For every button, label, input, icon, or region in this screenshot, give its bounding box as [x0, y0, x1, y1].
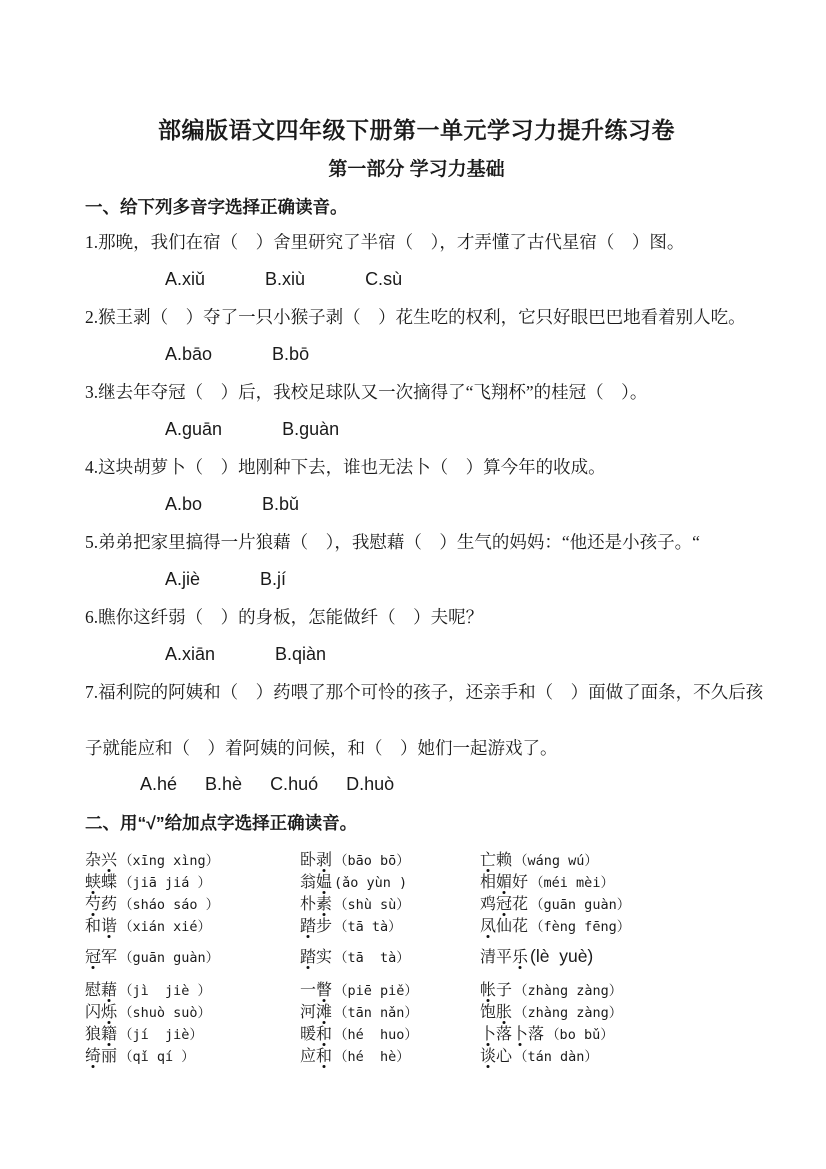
question-5-line-1: 5.弟弟把家里搞得一片狼藉（ ），我慰藉（ ）生气的妈妈：“他还是小孩子。“ [85, 532, 700, 553]
section2-heading: 二、用“√”给加点字选择正确读音。 [85, 812, 358, 833]
pinyin-options: （zhàng zàng） [514, 982, 623, 999]
word-item-鸡冠花: 鸡冠花 （guān guàn） [480, 891, 748, 914]
dotted-char: 芍 [85, 891, 101, 914]
dotted-char: 媚 [496, 869, 512, 892]
word-item-清平乐: 清平乐 (lè yuè) [480, 945, 594, 966]
question-7-line-2: 子就能应和（ ）着阿姨的问候，和（ ）她们一起游戏了。 [85, 737, 558, 758]
question-2-options [85, 336, 748, 374]
word-item-河滩: 河滩 （tān nǎn） [300, 999, 480, 1022]
dotted-char: 亡 [480, 847, 496, 870]
pinyin-options: （guān guàn） [530, 896, 631, 913]
dotted-char: 乐 [512, 944, 528, 967]
question-7-option-B: B.hè [205, 774, 243, 795]
pinyin-options: （hé hè） [334, 1048, 410, 1065]
dotted-char: 籍 [101, 1021, 117, 1044]
word-item-闪烁: 闪烁 （shuò suò） [85, 999, 300, 1022]
word-row-9 [85, 1043, 748, 1065]
question-3-option-B: B.guàn [282, 418, 340, 439]
dotted-char: 和 [316, 1043, 332, 1066]
pinyin-options: （zhàng zàng） [514, 1004, 623, 1021]
word-item-凤仙花: 凤仙花 （fèng fēng） [480, 913, 748, 936]
word-item-冠军: 冠军 （guān guàn） [85, 944, 300, 967]
word-row-2 [85, 869, 748, 891]
word-item-踏步: 踏步 （tā tà） [300, 913, 480, 936]
word-item-蛱蝶: 蛱蝶 （jiā jiá ） [85, 869, 300, 892]
word-item-慰藉: 慰藉 （jì jiè ） [85, 977, 300, 1000]
dotted-char: 滩 [316, 999, 332, 1022]
word-item-翁媪: 翁媪 (ǎo yùn ) [300, 869, 480, 892]
pinyin-options: （bāo bō） [334, 852, 410, 869]
question-4-options [85, 486, 748, 524]
pinyin-options: (ǎo yùn ) [334, 874, 408, 891]
question-7-option-A: A.hé [140, 774, 178, 795]
dotted-char: 素 [316, 891, 332, 914]
word-item-亡赖: 亡赖 （wáng wú） [480, 847, 748, 870]
question-6-options [85, 636, 748, 674]
question-1-line-1: 1.那晚，我们在宿（ ）舍里研究了半宿（ ），才弄懂了古代星宿（ ）图。 [85, 232, 685, 253]
word-item-杂兴: 杂兴 （xīng xìng） [85, 847, 300, 870]
pinyin-options: （fèng fēng） [530, 918, 631, 935]
question-3-line-1: 3.继去年夺冠（ ）后，我校足球队又一次摘得了“飞翔杯”的桂冠（ ）。 [85, 382, 648, 403]
dotted-char: 冠 [85, 944, 101, 967]
dotted-char: 帐 [480, 977, 496, 1000]
dotted-char: 烁 [101, 999, 117, 1022]
word-item-芍药: 芍药 （sháo sáo ） [85, 891, 300, 914]
word-item-暖和: 暖和 （hé huo） [300, 1021, 480, 1044]
dotted-char: 兴 [101, 847, 117, 870]
pinyin-options: （xīng xìng） [119, 852, 220, 869]
pinyin-options: （shuò suò） [119, 1004, 212, 1021]
word-item-绮丽: 绮丽 （qǐ qí ） [85, 1043, 300, 1066]
word-row-6 [85, 977, 748, 999]
word-item-狼籍: 狼籍 （jí jiè） [85, 1021, 300, 1044]
dotted-char: 蛱 [85, 869, 101, 892]
dotted-char: 卜 [512, 1021, 528, 1044]
question-7-option-D: D.huò [346, 774, 395, 795]
question-4-option-B: B.bǔ [262, 493, 300, 514]
pinyin-options: （tā tà） [334, 918, 402, 935]
question-6-option-A: A.xiān [165, 643, 216, 664]
dotted-char: 踏 [300, 944, 316, 967]
question-5-options [85, 561, 748, 599]
dotted-char: 剥 [316, 847, 332, 870]
pinyin-options: （sháo sáo ） [119, 896, 220, 913]
word-grid [85, 847, 748, 1065]
question-1-options [85, 261, 748, 299]
word-item-朴素: 朴素 （shù sù） [300, 891, 480, 914]
pinyin-options: （tān nǎn） [334, 1004, 418, 1021]
pinyin-options: （bo bǔ） [546, 1026, 614, 1043]
pinyin-options: （guān guàn） [119, 949, 220, 966]
dotted-char: 瞥 [316, 977, 332, 1000]
section1-heading: 一、给下列多音字选择正确读音。 [85, 197, 348, 217]
pinyin-options: （tā tà） [334, 949, 410, 966]
word-item-谈心: 谈心 （tán dàn） [480, 1043, 748, 1066]
question-1-option-B: B.xiù [265, 268, 306, 289]
pinyin-options: （piē piě） [334, 982, 418, 999]
word-row-8 [85, 1021, 748, 1043]
word-item-饱胀: 饱胀 （zhàng zàng） [480, 999, 748, 1022]
question-7-options [85, 766, 748, 804]
question-5-option-A: A.jiè [165, 568, 201, 589]
dotted-char: 媪 [316, 869, 332, 892]
question-7-line-1: 7.福利院的阿姨和（ ）药喂了那个可怜的孩子，还亲手和（ ）面做了面条，不久后孩 [85, 682, 764, 703]
pinyin-options: （shù sù） [334, 896, 410, 913]
pinyin-options: (lè yuè) [530, 945, 594, 966]
pinyin-options: （méi mèi） [530, 874, 614, 891]
dotted-char: 和 [316, 1021, 332, 1044]
word-item-一瞥: 一瞥 （piē piě） [300, 977, 480, 1000]
word-item-应和: 应和 （hé hè） [300, 1043, 480, 1066]
pinyin-options: （jí jiè） [119, 1026, 203, 1043]
pinyin-options: （xián xié） [119, 918, 212, 935]
question-1-option-C: C.sù [365, 268, 403, 289]
pinyin-options: （wáng wú） [514, 852, 598, 869]
dotted-char: 卜 [480, 1021, 496, 1044]
pinyin-options: （jì jiè ） [119, 982, 212, 999]
dotted-char: 踏 [300, 913, 316, 936]
part-heading: 第一部分 学习力基础 [328, 159, 505, 180]
word-row-7 [85, 999, 748, 1021]
question-list [85, 223, 764, 804]
word-row-3 [85, 891, 748, 913]
word-item-卧剥: 卧剥 （bāo bō） [300, 847, 480, 870]
dotted-char: 谈 [480, 1043, 496, 1066]
word-item-相媚好: 相媚好 （méi mèi） [480, 869, 748, 892]
pinyin-options: （hé huo） [334, 1026, 418, 1043]
dotted-char: 凤 [480, 913, 496, 936]
word-item-和谐: 和谐 （xián xié） [85, 913, 300, 936]
question-3-options [85, 411, 748, 449]
word-row-1 [85, 847, 748, 869]
question-5-option-B: B.jí [260, 568, 287, 589]
question-6-line-1: 6.瞧你这纤弱（ ）的身板，怎能做纤（ ）夫呢？ [85, 607, 484, 628]
word-row-5 [85, 944, 748, 966]
question-2-option-B: B.bō [272, 343, 310, 364]
pinyin-options: （tán dàn） [514, 1048, 598, 1065]
question-1-option-A: A.xiǔ [165, 268, 206, 289]
question-4-option-A: A.bo [165, 493, 203, 514]
pinyin-options: （jiā jiá ） [119, 874, 212, 891]
dotted-char: 冠 [496, 891, 512, 914]
question-3-option-A: A.guān [165, 418, 223, 439]
word-row-4 [85, 913, 748, 935]
question-7-option-C: C.huó [270, 774, 319, 795]
doc-title: 部编版语文四年级下册第一单元学习力提升练习卷 [158, 117, 675, 143]
word-item-卜落卜落: 卜落卜落 （bo bǔ） [480, 1021, 748, 1044]
word-item-帐子: 帐子 （zhàng zàng） [480, 977, 748, 1000]
question-2-line-1: 2.猴王剥（ ）夺了一只小猴子剥（ ）花生吃的权利，它只好眼巴巴地看着别人吃。 [85, 307, 746, 328]
pinyin-options: （qǐ qí ） [119, 1048, 195, 1065]
question-2-option-A: A.bāo [165, 343, 213, 364]
question-4-line-1: 4.这块胡萝卜（ ）地刚种下去，谁也无法卜（ ）算今年的收成。 [85, 457, 606, 478]
word-item-踏实: 踏实 （tā tà） [300, 944, 480, 967]
dotted-char: 谐 [101, 913, 117, 936]
dotted-char: 胀 [496, 999, 512, 1022]
dotted-char: 绮 [85, 1043, 101, 1066]
dotted-char: 藉 [101, 977, 117, 1000]
question-6-option-B: B.qiàn [275, 643, 327, 664]
